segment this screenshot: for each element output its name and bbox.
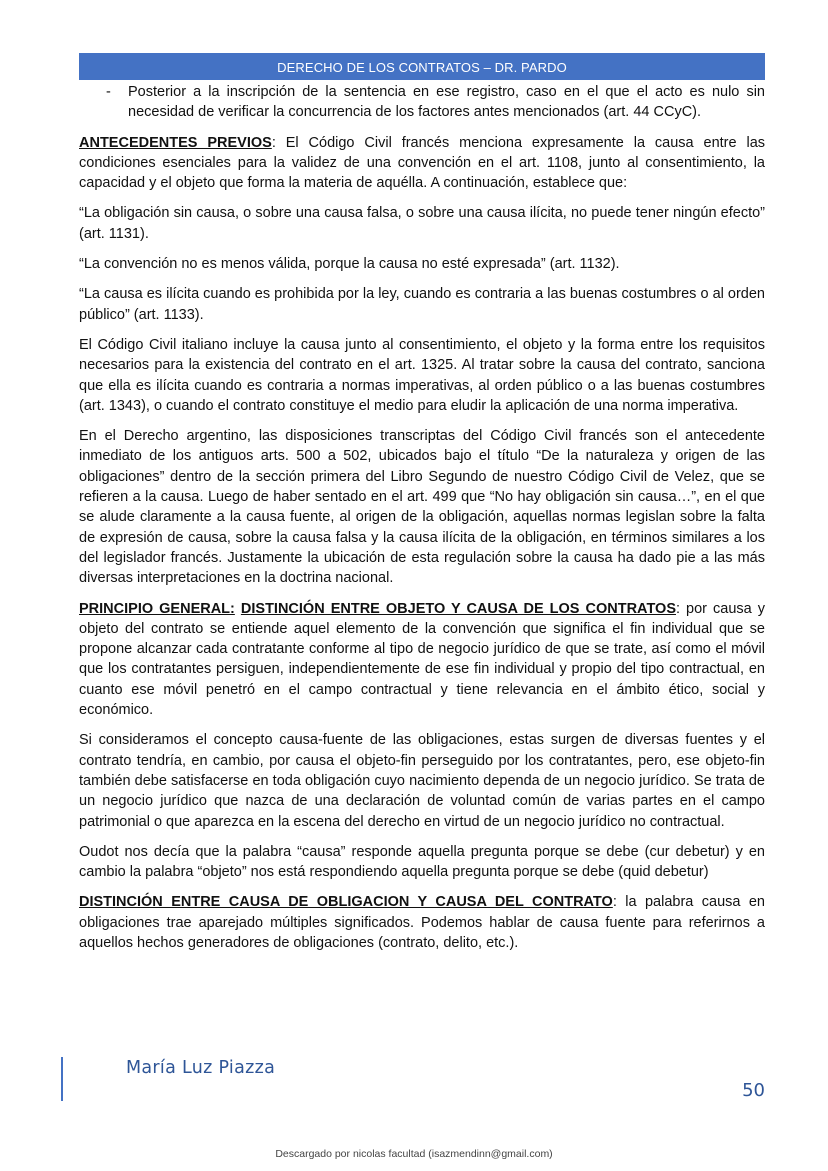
paragraph-codigo-italiano: El Código Civil italiano incluye la causa junto al consentimiento, el objeto y la forma entre los requisitos necesarios para la existencia del contrato en el art. 1325. Al tratar sobre la causa del contrato, sanciona que ella es ilícita cuando es contraria a normas imperativas, al orden público o a las buenas costumbres (art. 1343), o cuando el contrato constituye el medio para eludir la aplicación de una norma imperativa. bbox=[79, 336, 765, 414]
paragraph-distincion bbox=[79, 892, 765, 953]
heading-antecedentes: ANTECEDENTES PREVIOS bbox=[79, 134, 272, 151]
paragraph-derecho-argentino: En el Derecho argentino, las disposiciones transcriptas del Código Civil francés son el antecedente inmediato de los antiguos arts. 500 a 502, ubicados bajo el título “De la naturaleza y origen de las obligaciones” dentro de la sección primera del Libro Segundo de nuestro Código Civil de Velez, que se refieren a la causa. Luego de haber sentado en el art. 499 que “No hay obligación sin causa…”, en el que se alude claramente a la causa fuente, al origen de la obligación, aquellas normas legislan sobre la falta de expresión de causa, sobre la causa falsa y la causa ilícita de la obligación, en términos similares a los del legislador francés. Justamente la ubicación de esta regulación sobre la causa ha dado pie a las más diversas interpretaciones en la doctrina nacional. bbox=[79, 428, 765, 587]
page-content bbox=[79, 82, 765, 963]
antecedentes-text: : El Código Civil francés menciona expresamente la causa entre las condiciones esenciales para la validez de una convención en el art. 1108, junto al consentimiento, la capacidad y el objeto que forma la materia de aquélla. A continuación, establece que: bbox=[79, 134, 766, 192]
page-number: 50 bbox=[742, 1080, 765, 1101]
paragraph-principio-general bbox=[79, 599, 765, 721]
principio-text: : por causa y objeto del contrato se entiende aquel elemento de la convención que significa el fin individual que se propone alcanzar cada contratante conforme al tipo de negocio jurídico de que se trate, así como el móvil que los contratantes persiguen, independientemente de ese fin individual y propio del tipo contractual, en cuanto ese móvil penetró en el campo contractual y tiene relevancia en el ámbito ético, social y económico. bbox=[79, 600, 766, 719]
paragraph-causa-fuente: Si consideramos el concepto causa-fuente de las obligaciones, estas surgen de diversas fuentes y el contrato tendría, en cambio, por causa el objeto-fin perseguido por los contratantes, pero, ese objeto-fin también debe satisfacerse en toda obligación cuyo nacimiento dependa de un negocio jurídico. Se trata de un negocio jurídico que nazca de una declaración de voluntad común de varias partes en el campo patrimonial o que aparezca en la escena del derecho en virtud de un negocio jurídico no contractual. bbox=[79, 732, 765, 830]
bullet-text: Posterior a la inscripción de la sentencia en ese registro, caso en el que el acto es nulo sin necesidad de verificar la concurrencia de los factores antes mencionados (art. 44 CCyC). bbox=[128, 84, 765, 121]
footer-divider bbox=[61, 1057, 63, 1101]
download-note: Descargado por nicolas facultad (isazmendinn@gmail.com) bbox=[275, 1148, 553, 1160]
bullet-item bbox=[79, 82, 765, 123]
paragraph-antecedentes bbox=[79, 133, 765, 194]
distincion-text: : la palabra causa en obligaciones trae aparejado múltiples significados. Podemos hablar de causa fuente para referirnos a aquellos hechos generadores de obligaciones (contrato, delito, etc.). bbox=[79, 894, 766, 951]
quote-art-1133: “La causa es ilícita cuando es prohibida por la ley, cuando es contraria a las buenas costumbres o al orden público” (art. 1133). bbox=[79, 286, 765, 323]
bullet-marker: - bbox=[106, 84, 111, 100]
header-title: DERECHO DE LOS CONTRATOS – DR. PARDO bbox=[277, 60, 567, 75]
paragraph-oudot: Oudot nos decía que la palabra “causa” responde aquella pregunta porque se debe (cur debetur) y en cambio la palabra “objeto” nos está respondiendo aquella pregunta porque se debe (quid debetur) bbox=[79, 843, 765, 881]
heading-distincion-causa: DISTINCIÓN ENTRE CAUSA DE OBLIGACION Y CAUSA DEL CONTRATO bbox=[79, 894, 613, 911]
heading-distincion-objeto-causa: DISTINCIÓN ENTRE OBJETO Y CAUSA DE LOS CONTRATOS bbox=[240, 600, 676, 617]
quote-art-1132: “La convención no es menos válida, porque la causa no esté expresada” (art. 1132). bbox=[79, 256, 620, 273]
quote-art-1131: “La obligación sin causa, o sobre una causa falsa, o sobre una causa ilícita, no puede tener ningún efecto” (art. 1131). bbox=[79, 205, 765, 242]
document-header bbox=[79, 53, 765, 80]
heading-principio-general: PRINCIPIO GENERAL: bbox=[79, 600, 235, 617]
footer-author: María Luz Piazza bbox=[126, 1058, 276, 1078]
